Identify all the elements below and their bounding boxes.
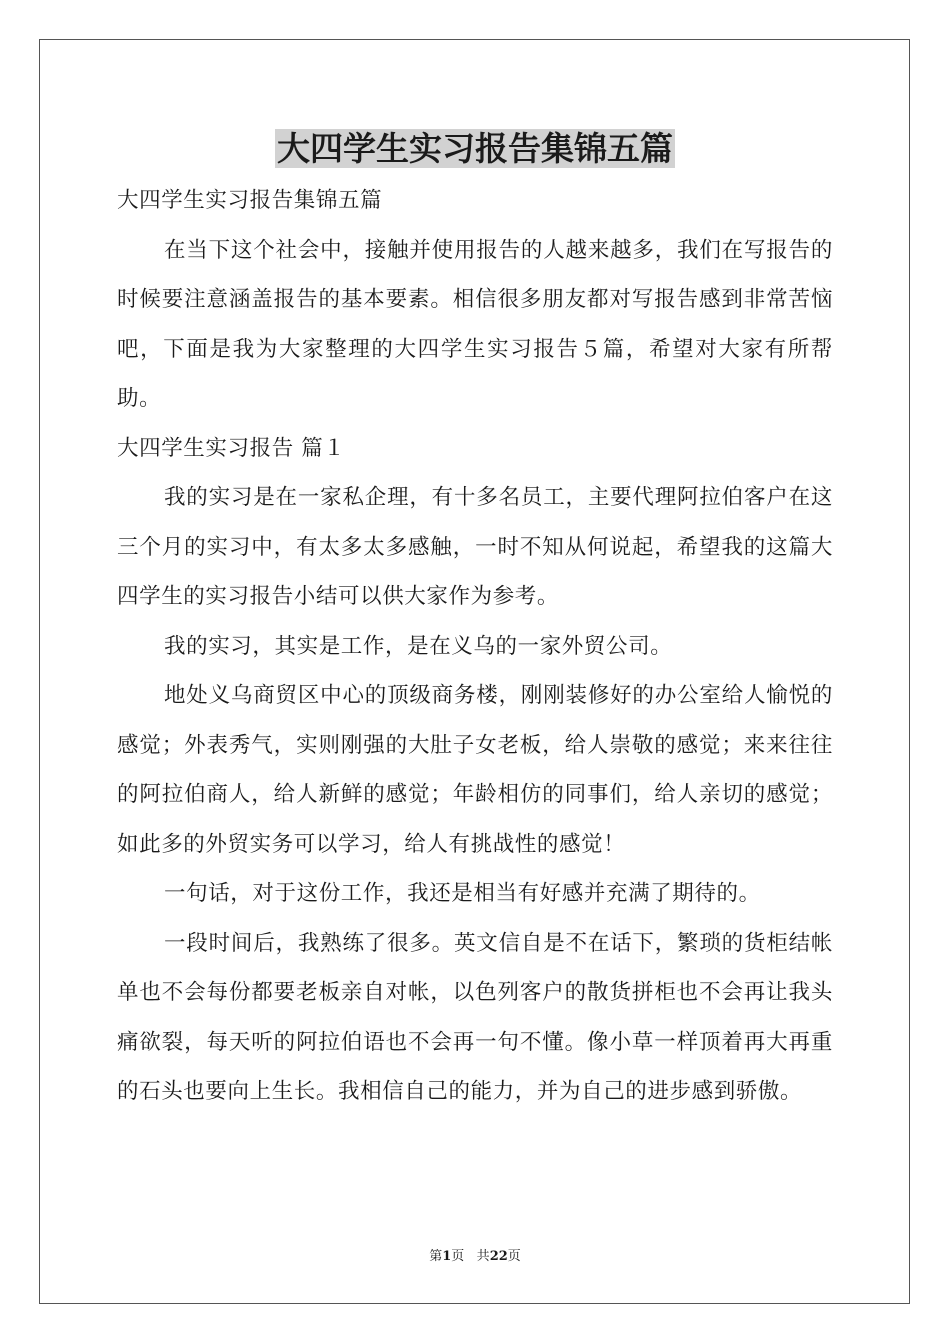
current-page-number: 1 <box>442 1249 452 1264</box>
total-prefix: 共 <box>476 1249 490 1264</box>
document-body <box>117 176 833 1117</box>
body-paragraph: 我的实习是在一家私企理，有十多名员工，主要代理阿拉伯客户在这三个月的实习中，有太多太多感触，一时不知从何说起，希望我的这篇大四学生的实习报告小结可以供大家作为参考。 <box>117 485 833 609</box>
body-paragraph: 在当下这个社会中，接触并使用报告的人越来越多，我们在写报告的时候要注意涵盖报告的基本要素。相信很多朋友都对写报告感到非常苦恼吧，下面是我为大家整理的大四学生实习报告５篇，希望对大家有所帮助。 <box>117 237 833 411</box>
page-footer <box>0 1247 950 1267</box>
body-paragraph: 大四学生实习报告集锦五篇 <box>117 188 383 213</box>
document-title <box>0 125 950 173</box>
total-page-count: 22 <box>489 1249 508 1264</box>
page-prefix: 第 <box>429 1249 443 1264</box>
body-paragraph: 我的实习，其实是工作，是在义乌的一家外贸公司。 <box>164 633 673 659</box>
page-suffix: 页 <box>451 1249 465 1264</box>
total-suffix: 页 <box>507 1249 521 1264</box>
document-title-text: 大四学生实习报告集锦五篇 <box>277 129 673 168</box>
body-paragraph: 一句话，对于这份工作，我还是相当有好感并充满了期待的。 <box>164 881 761 906</box>
body-paragraph: 一段时间后，我熟练了很多。英文信自是不在话下，繁琐的货柜结帐单也不会每份都要老板亲自对帐，以色列客户的散货拼柜也不会再让我头痛欲裂，每天听的阿拉伯语也不会再一句不懂。像小草一样顶着再大再重的石头也要向上生长。我相信自己的能力，并为自己的进步感到骄傲。 <box>117 930 833 1104</box>
body-paragraph: 地处义乌商贸区中心的顶级商务楼，刚刚装修好的办公室给人愉悦的感觉；外表秀气，实则刚强的大肚子女老板，给人崇敬的感觉；来来往往的阿拉伯商人，给人新鲜的感觉；年龄相仿的同事们，给人亲切的感觉；如此多的外贸实务可以学习，给人有挑战性的感觉！ <box>117 683 833 857</box>
body-paragraph: 大四学生实习报告 篇１ <box>117 435 346 461</box>
